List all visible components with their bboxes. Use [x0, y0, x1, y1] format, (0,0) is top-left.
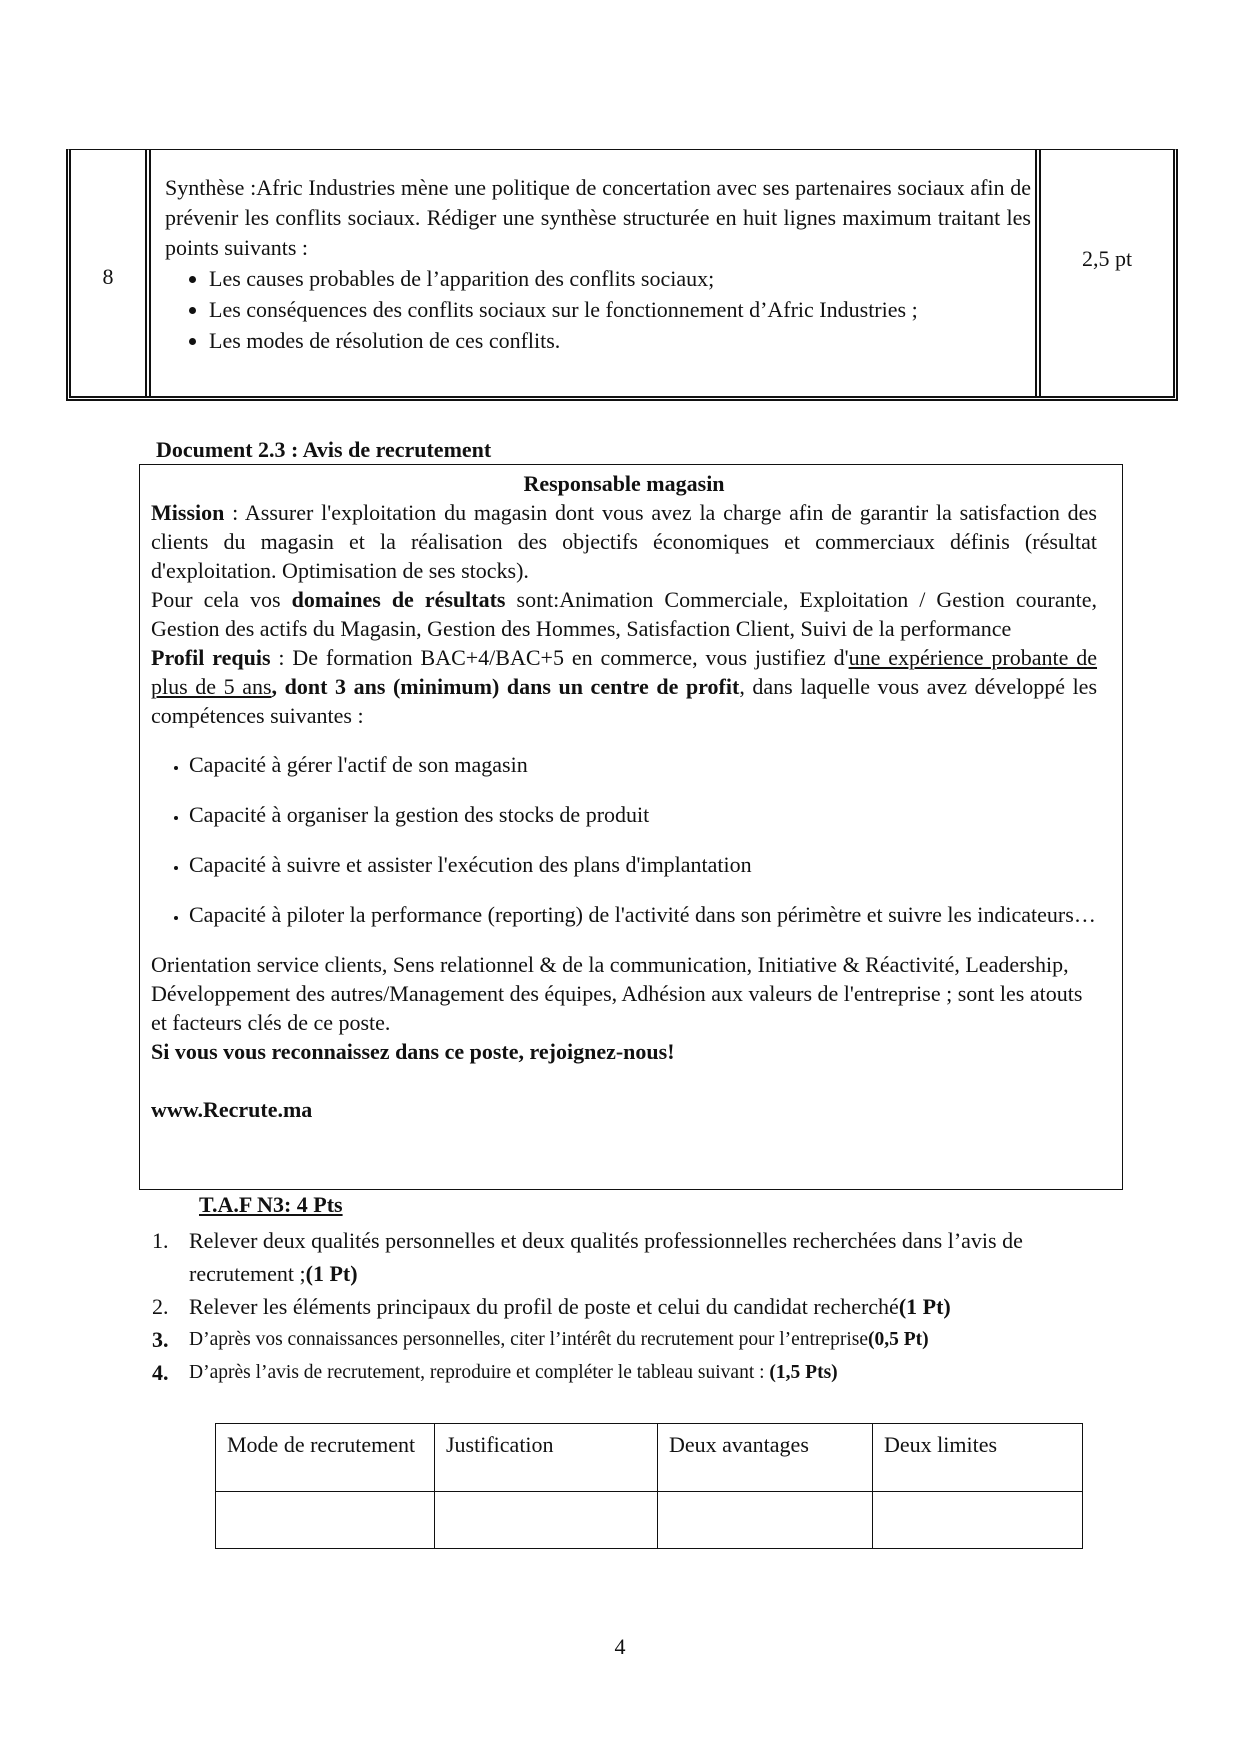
taf-item-number: 3. — [152, 1327, 169, 1352]
taf-item-points: (0,5 Pt) — [868, 1329, 929, 1350]
question-bullet: • Les conséquences des conflits sociaux sur le fonctionnement d’Afric Industries ; — [209, 294, 1031, 325]
answer-cell[interactable] — [873, 1492, 1083, 1549]
job-ad-box — [139, 464, 1123, 1190]
header-limites: Deux limites — [873, 1424, 1083, 1492]
call-to-action: Si vous vous reconnaissez dans ce poste, rejoignez-nous! — [151, 1039, 675, 1064]
profile-text: : De formation BAC+4/BAC+5 en commerce, vous justifiez d' — [270, 645, 849, 670]
competence-item: • Capacité à suivre et assister l'exécution des plans d'implantation — [189, 850, 1097, 879]
mission-text: : Assurer l'exploitation du magasin dont vous avez la charge afin de garantir la satisfaction des clients du magasin et la réalisation des objectifs économiques et commerciaux définis (résultat d'exploitation. Optimisation de ses stocks). — [151, 500, 1097, 583]
mission-label: Mission — [151, 500, 225, 525]
mission-paragraph — [151, 498, 1097, 585]
website-link[interactable]: www.Recrute.ma — [151, 1097, 313, 1122]
taf-item-points: (1,5 Pts) — [769, 1362, 838, 1383]
taf-item-question: D’après l’avis de recrutement, reproduire et compléter le tableau suivant : — [189, 1362, 770, 1383]
domains-text: sont:Animation Commerciale, Exploitation / Gestion courante, Gestion des actifs du Magasin, Gestion des Hommes, Satisfaction Client, Suivi de la performance — [151, 587, 1098, 641]
profile-experience: une expérience probante de plus de 5 ans — [151, 645, 1098, 699]
header-avantages: Deux avantages — [658, 1424, 873, 1492]
answer-cell[interactable] — [435, 1492, 658, 1549]
answer-table — [215, 1423, 1083, 1549]
taf-item — [152, 1290, 1092, 1323]
taf-item-number: 1. — [152, 1228, 169, 1253]
taf-item-text — [189, 1224, 1092, 1290]
taf-item — [152, 1356, 1092, 1389]
domains-paragraph — [151, 585, 1097, 643]
job-title: Responsable magasin — [523, 471, 725, 496]
taf-item-question: D’après vos connaissances personnelles, citer l’intérêt du recrutement pour l’entreprise — [189, 1329, 868, 1350]
taf-item-number: 2. — [152, 1294, 169, 1319]
answer-cell[interactable] — [658, 1492, 873, 1549]
competence-item: • Capacité à piloter la performance (reporting) de l'activité dans son périmètre et suivre les indicateurs… — [189, 900, 1097, 929]
taf-item-points: (1 Pt) — [305, 1261, 358, 1286]
answer-table-row — [216, 1492, 1083, 1549]
answer-cell[interactable] — [216, 1492, 435, 1549]
answer-table-header-row — [216, 1424, 1083, 1492]
competences-list — [151, 750, 1097, 929]
question-points — [1041, 150, 1173, 396]
question-table — [66, 149, 1178, 401]
taf-item-number: 4. — [152, 1360, 169, 1385]
question-bullets — [165, 263, 1031, 356]
question-number: 8 — [71, 150, 151, 396]
question-intro: Synthèse :Afric Industries mène une politique de concertation avec ses partenaires sociaux afin de prévenir les conflits sociaux. Rédiger une synthèse structurée en huit lignes maximum traitant les points suivants : — [165, 175, 1031, 260]
profile-paragraph — [151, 643, 1097, 730]
competence-item: • Capacité à gérer l'actif de son magasin — [189, 750, 1097, 779]
competence-item: • Capacité à organiser la gestion des stocks de produit — [189, 800, 1097, 829]
domains-label: domaines de résultats — [291, 587, 506, 612]
question-body — [151, 150, 1041, 396]
taf-item — [152, 1323, 1092, 1356]
header-mode: Mode de recrutement — [216, 1424, 435, 1492]
taf-item — [152, 1224, 1092, 1290]
question-points-value: 2,5 pt — [1081, 246, 1133, 271]
taf-list — [152, 1224, 1092, 1389]
taf-title: T.A.F N3: 4 Pts — [199, 1192, 343, 1217]
page-number: 4 — [614, 1634, 626, 1659]
document-title: Document 2.3 : Avis de recrutement — [156, 437, 492, 462]
atouts-paragraph: Orientation service clients, Sens relationnel & de la communication, Initiative & Réactivité, Leadership, Développement des autres/Management des équipes, Adhésion aux valeurs de l'entreprise ; sont les atouts et facteurs clés de ce poste. — [151, 952, 1083, 1035]
taf-item-text — [189, 1290, 951, 1323]
taf-item-question: Relever deux qualités personnelles et deux qualités professionnelles recherchées dans l’avis de recrutement ; — [189, 1228, 1023, 1286]
question-bullet: • Les modes de résolution de ces conflits. — [209, 325, 1031, 356]
profile-label: Profil requis — [151, 645, 271, 670]
header-justification: Justification — [435, 1424, 658, 1492]
taf-item-text — [189, 1356, 838, 1389]
profile-text-end: , dans laquelle vous avez développé les compétences suivantes : — [151, 674, 1098, 728]
taf-item-points: (1 Pt) — [898, 1294, 951, 1319]
profile-minimum: , dont 3 ans (minimum) dans un centre de profit — [271, 674, 740, 699]
taf-item-question: Relever les éléments principaux du profil de poste et celui du candidat recherché — [189, 1294, 899, 1319]
domains-prefix: Pour cela vos — [151, 587, 292, 612]
taf-item-text — [189, 1323, 929, 1356]
question-bullet: • Les causes probables de l’apparition des conflits sociaux; — [209, 263, 1031, 294]
